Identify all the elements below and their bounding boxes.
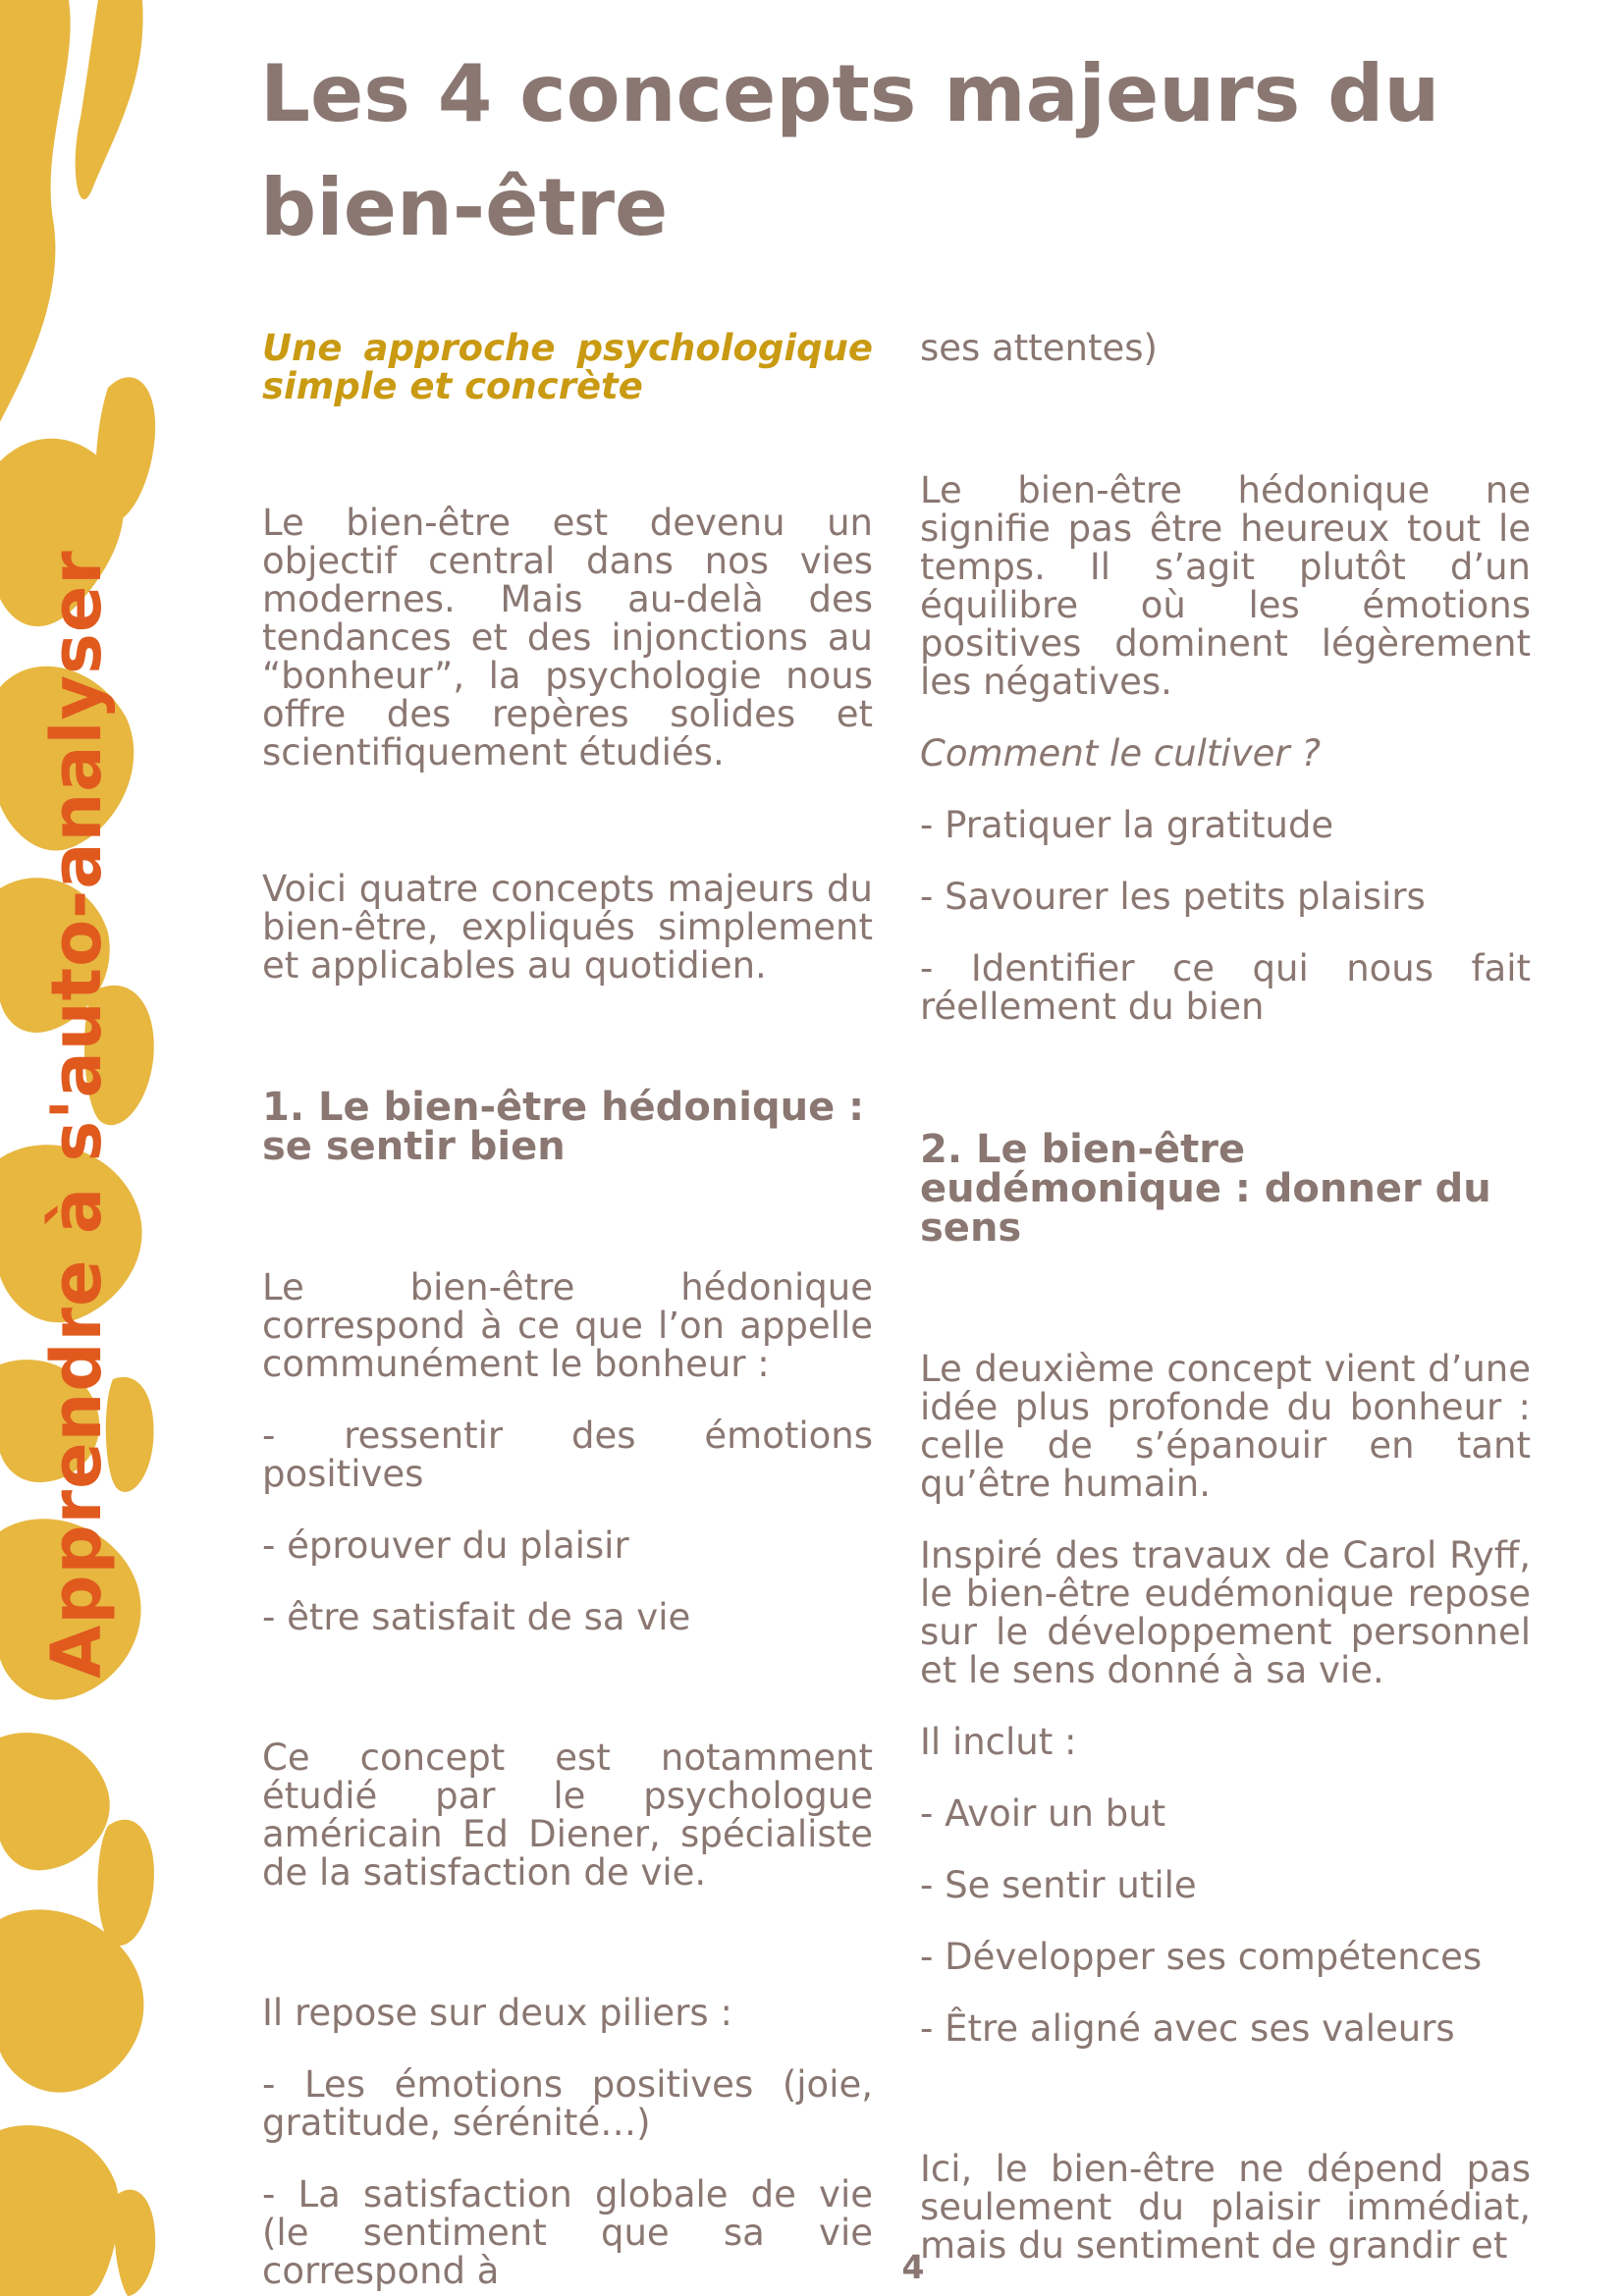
decor-shape — [76, 0, 143, 199]
paragraph: Inspiré des travaux de Carol Ryff, le bien-être eudémonique repose sur le développement personnel et le sens donné à sa vie. — [920, 1534, 1531, 1691]
question-line: Comment le cultiver ? — [920, 732, 1321, 774]
list-item: - Avoir un but — [920, 1792, 1166, 1835]
list-item: - Savourer les petits plaisirs — [920, 876, 1426, 918]
decor-shape — [0, 1733, 110, 1870]
paragraph: Le deuxième concept vient d’une idée plus profonde du bonheur : celle de s’épanouir en tant qu’être humain. — [920, 1348, 1531, 1505]
list-item: - ressentir des émotions positives — [262, 1415, 873, 1495]
decor-shape — [0, 2125, 119, 2296]
list-item: - Les émotions positives (joie, gratitude, sérénité…) — [262, 2063, 873, 2144]
paragraph: Le bien-être hédonique ne signifie pas être heureux tout le temps. Il s’agit plutôt d’un équilibre où les émotions positives dominent légèrement les négatives. — [920, 469, 1531, 703]
side-title: Apprendre à s'auto-analyser — [36, 550, 117, 1679]
right-column — [920, 329, 1531, 2265]
paragraph: Il inclut : — [920, 1721, 1077, 1763]
paragraph: Ce concept est notamment étudié par le psychologue américain Ed Diener, spécialiste de la satisfaction de vie. — [262, 1736, 873, 1894]
list-item: - Être aligné avec ses valeurs — [920, 2007, 1455, 2050]
decor-shape — [0, 0, 71, 422]
section-heading: 1. Le bien-être hédonique : se sentir bien — [262, 1085, 865, 1169]
paragraph: Il repose sur deux piliers : — [262, 1992, 732, 2034]
decor-shape — [98, 1820, 154, 1946]
intro-paragraph: Le bien-être est devenu un objectif central dans nos vies modernes. Mais au-delà des tendances et des injonctions au “bonheur”, la psychologie nous offre des repères solides et scientifiquement étudiés. — [262, 502, 873, 774]
left-column — [262, 329, 873, 2290]
paragraph: Le bien-être hédonique correspond à ce que l’on appelle communément le bonheur : — [262, 1266, 873, 1385]
list-item: - Se sentir utile — [920, 1864, 1197, 1906]
decor-shape — [114, 2190, 155, 2296]
page-title: Les 4 concepts majeurs du bien-être — [260, 48, 1440, 253]
paragraph: ses attentes) — [920, 327, 1158, 369]
section-heading: 2. Le bien-être eudémonique : donner du sens — [920, 1127, 1491, 1251]
list-item: - Développer ses compétences — [920, 1936, 1483, 1978]
page-number: 4 — [901, 2248, 925, 2286]
list-item: - éprouver du plaisir — [262, 1524, 629, 1567]
list-item: - Pratiquer la gratitude — [920, 804, 1334, 846]
lead-subtitle: Une approche psychologique simple et concrète — [262, 327, 873, 407]
decor-shape — [96, 377, 156, 521]
list-item: - Identifier ce qui nous fait réellement du bien — [920, 947, 1531, 1028]
intro-paragraph: Voici quatre concepts majeurs du bien-être, expliqués simplement et applicables au quotidien. — [262, 868, 873, 987]
list-item: - être satisfait de sa vie — [262, 1596, 691, 1638]
list-item: - La satisfaction globale de vie (le sentiment que sa vie correspond à — [262, 2173, 873, 2292]
paragraph: Ici, le bien-être ne dépend pas seulement du plaisir immédiat, mais du sentiment de grandir et — [920, 2148, 1531, 2267]
